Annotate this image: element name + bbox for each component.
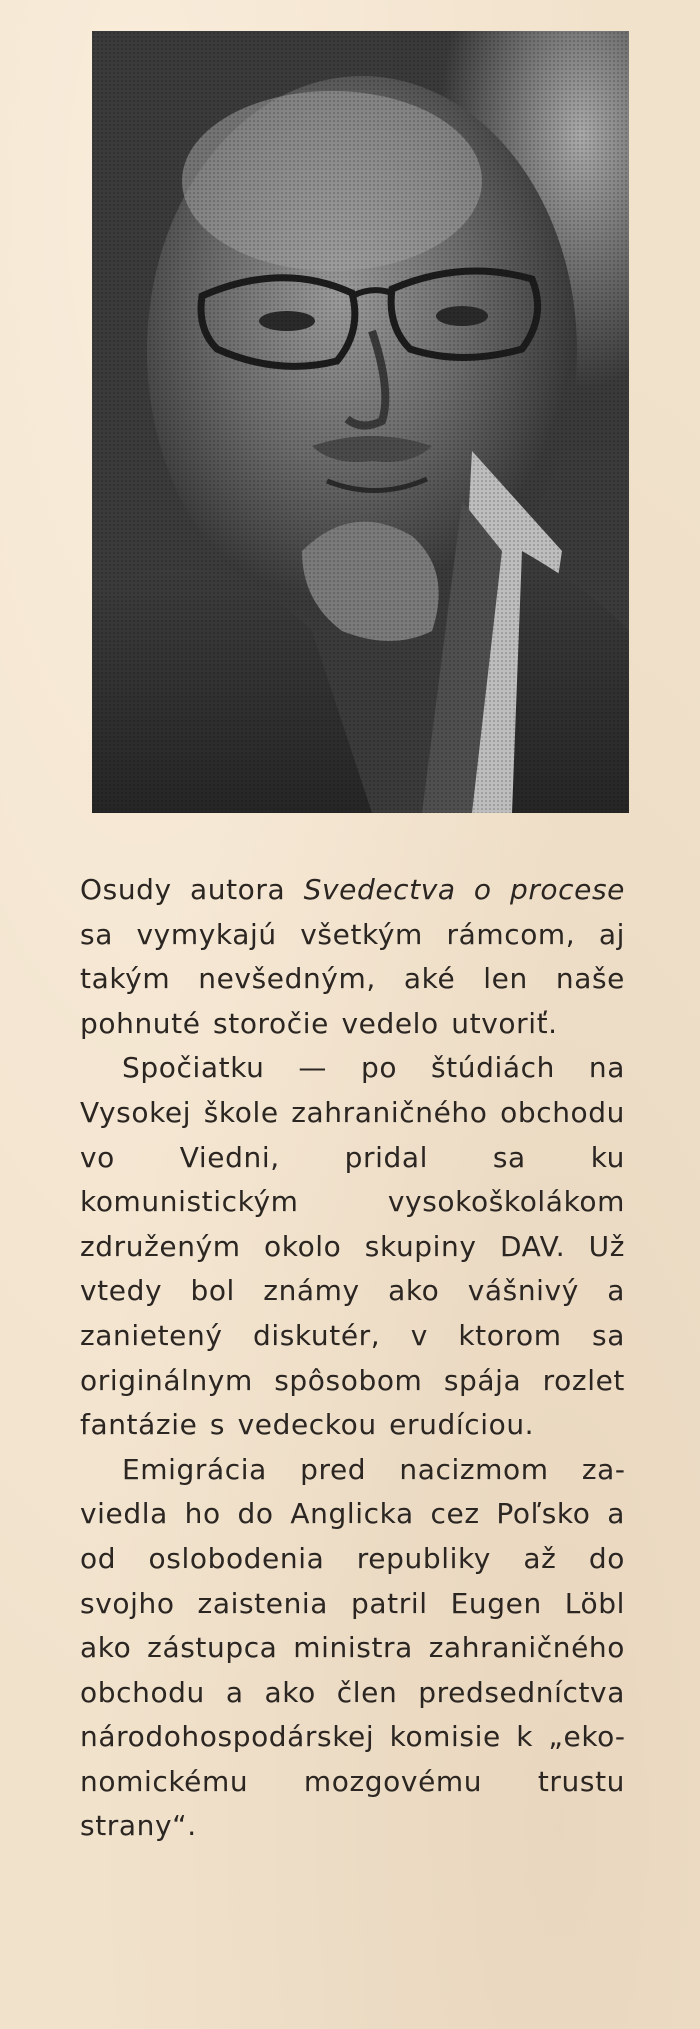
- book-title: Svedectva o procese: [303, 873, 625, 906]
- article-text: [80, 868, 625, 1849]
- paragraph-1-start: Osudy autora: [80, 873, 304, 906]
- paragraph-3: Emigrácia pred nacizmom zaviedla ho do Anglicka cez Poľsko a od oslobodenia republiky až do svojho zaistenia patril Eugen Löbl ako zástupca ministra zahraničného obchodu a ako člen predsedníctva národohospodárskej komisie k „ekonomickému mozgovému trustu strany“.: [80, 1452, 625, 1843]
- paragraph-1: [80, 868, 625, 1046]
- portrait-image: [92, 31, 629, 813]
- portrait-photo: [92, 31, 629, 813]
- paragraph-1-end: sa vymykajú všetkým rámcom, aj takým nevšedným, aké len naše pohnuté storočie vedelo utvoriť.: [80, 917, 625, 1040]
- paragraph-2: Spočiatku — po štúdiách na Vysokej škole zahraničného obchodu vo Viedni, pridal sa ku komunistickým vysokoškolákom združeným okolo skupiny DAV. Už vtedy bol známy ako vášnivý a zanietený diskutér, v ktorom sa originálnym spôsobom spája rozlet fantázie s vedeckou erudíciou.: [80, 1051, 625, 1442]
